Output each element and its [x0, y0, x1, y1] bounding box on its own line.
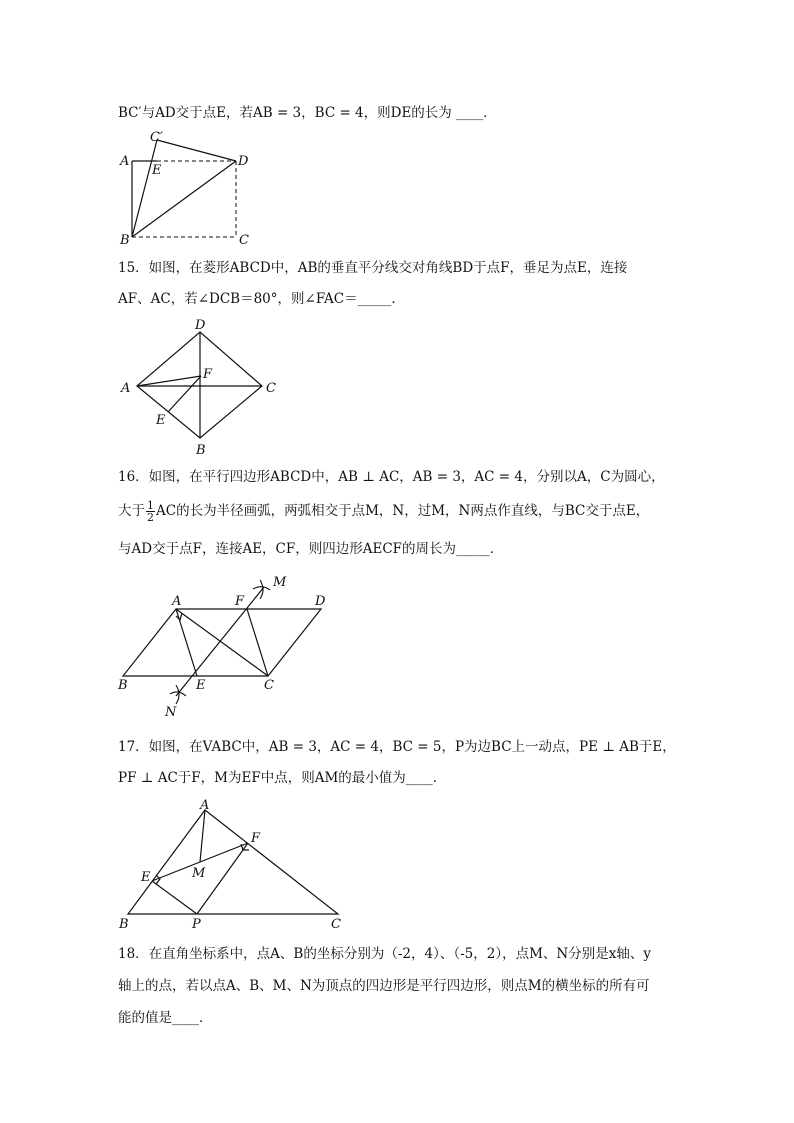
q16-label-C: C: [264, 678, 274, 693]
q14-label-B: B: [120, 233, 130, 248]
q18-text-line2: 轴上的点，若以点A、B、M、N为顶点的四边形是平行四边形，则点M的横坐标的所有可: [118, 978, 650, 994]
q14-label-A: A: [120, 154, 130, 169]
q17-label-F: F: [251, 831, 261, 846]
q18-text-line1: 18．在直角坐标系中，点A、B的坐标分别为（-2，4）、（-5，2），点M、N分别是x轴、y: [118, 946, 651, 962]
q14-label-D: D: [238, 154, 249, 169]
q17-label-A: A: [200, 798, 210, 813]
q17-label-B: B: [119, 917, 129, 932]
q14-label-Cprime: C′: [150, 130, 163, 145]
q16-text-line1: 16．如图，在平行四边形ABCD中，AB ⊥ AC，AB = 3，AC = 4，分别以A，C为圆心，: [118, 469, 665, 485]
q15-text-line2: AF、AC，若∠DCB＝80°，则∠FAC＝_____．: [118, 291, 405, 307]
q17-label-E: E: [141, 870, 151, 885]
q15-label-F: F: [203, 367, 213, 382]
q15-figure: [112, 316, 282, 458]
q17-label-P: P: [192, 917, 201, 932]
q16-label-B: B: [118, 678, 128, 693]
q14-text-line1: BC′与AD交于点E，若AB = 3，BC = 4，则DE的长为 ____．: [118, 105, 497, 121]
q16-text-line2: [118, 500, 649, 523]
q16-fraction-half: [146, 500, 155, 523]
q16-figure: [110, 570, 340, 720]
q15-label-E: E: [156, 413, 166, 428]
q15-label-A: A: [121, 381, 131, 396]
q15-label-D: D: [195, 318, 206, 333]
q14-label-E: E: [152, 163, 162, 178]
q16-fraction-num: 1: [147, 499, 154, 512]
q15-label-C: C: [266, 381, 276, 396]
q17-text-line1: 17．如图，在VABC中，AB = 3，AC = 4，BC = 5，P为边BC上一动点，PE ⊥ AB于E，: [118, 739, 676, 755]
q14-label-C: C: [239, 233, 249, 248]
q14-figure: [110, 128, 260, 248]
q17-label-M: M: [192, 866, 206, 881]
q16-text-line2-post: AC的长为半径画弧，两弧相交于点M，N，过M，N两点作直线，与BC交于点E，: [156, 503, 650, 519]
q16-label-F: F: [235, 594, 245, 609]
q18-text-line3: 能的值是____．: [118, 1010, 213, 1026]
q16-label-N: N: [165, 705, 177, 720]
q15-text-line1: 15．如图，在菱形ABCD中，AB的垂直平分线交对角线BD于点F，垂足为点E，连接: [118, 260, 628, 276]
q16-label-E: E: [196, 678, 206, 693]
q16-fraction-den: 2: [147, 511, 154, 524]
q17-label-C: C: [331, 917, 341, 932]
q16-label-M: M: [273, 575, 287, 590]
q16-text-line2-pre: 大于: [118, 503, 145, 519]
q15-label-B: B: [196, 443, 206, 458]
q17-text-line2: PF ⊥ AC于F，M为EF中点，则AM的最小值为____．: [118, 770, 447, 786]
q16-label-D: D: [315, 594, 326, 609]
q16-label-A: A: [172, 594, 182, 609]
q16-text-line3: 与AD交于点F，连接AE，CF，则四边形AECF的周长为_____．: [118, 541, 504, 557]
q17-figure: [112, 795, 352, 935]
